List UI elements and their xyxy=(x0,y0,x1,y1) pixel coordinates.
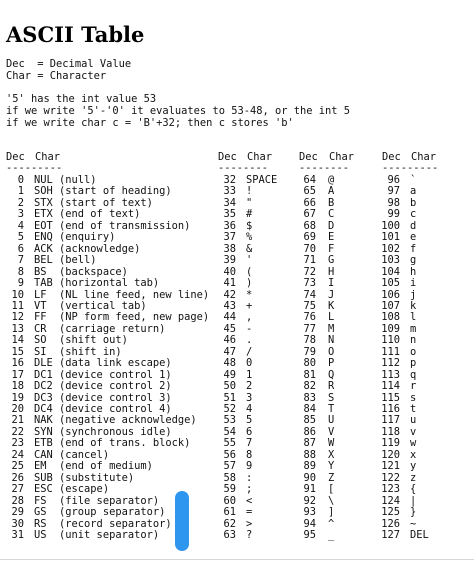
char-value: 6 xyxy=(246,425,253,438)
dec-value: 37 xyxy=(223,231,236,244)
char-value: : xyxy=(246,471,253,484)
dec-value: 94 xyxy=(303,517,316,530)
dec-value: 10 xyxy=(11,288,24,301)
dec-value: 88 xyxy=(303,448,316,461)
char-value: O xyxy=(328,345,335,358)
dec-value: 85 xyxy=(303,414,316,427)
dec-value: 84 xyxy=(303,403,316,415)
char-value: [ xyxy=(328,483,335,496)
dec-value: 6 xyxy=(17,242,24,255)
dec-value: 107 xyxy=(381,299,400,312)
dec-value: 114 xyxy=(381,380,400,393)
char-value: T xyxy=(328,403,335,415)
column-header-dec: Dec xyxy=(299,151,318,163)
dec-value: 127 xyxy=(381,528,400,541)
char-value: , xyxy=(246,311,253,324)
dec-value: 80 xyxy=(303,357,316,370)
char-value: @ xyxy=(328,174,335,186)
dec-value: 29 xyxy=(11,506,24,519)
dec-value: 54 xyxy=(223,425,236,438)
dec-value: 9 xyxy=(17,277,24,290)
dec-value: 57 xyxy=(223,460,236,473)
char-value: SYN (synchronous idle) xyxy=(34,425,172,438)
dec-value: 40 xyxy=(223,265,236,278)
char-value: 4 xyxy=(246,403,253,415)
char-value: V xyxy=(328,425,335,438)
note-line: '5' has the int value 53 xyxy=(6,93,157,105)
dec-value: 27 xyxy=(11,483,24,496)
char-value: SUB (substitute) xyxy=(34,471,135,484)
char-value: VT (vertical tab) xyxy=(34,299,147,312)
column-header-char: Char xyxy=(247,151,273,163)
char-value: + xyxy=(246,299,253,312)
char-value: ENQ (enquiry) xyxy=(34,231,116,244)
dec-value: 21 xyxy=(11,414,24,427)
dec-value: 113 xyxy=(381,368,400,381)
char-value: r xyxy=(410,380,417,393)
dec-value: 8 xyxy=(17,265,24,278)
char-value: z xyxy=(410,471,417,484)
char-value: ACK (acknowledge) xyxy=(34,242,141,255)
char-value: K xyxy=(328,299,335,312)
char-value: STX (start of text) xyxy=(34,196,153,209)
divider xyxy=(0,559,474,560)
dec-value: 108 xyxy=(381,311,400,324)
char-value: 9 xyxy=(246,460,253,473)
dec-value: 109 xyxy=(381,322,400,335)
dec-value: 4 xyxy=(17,219,24,232)
dec-value: 103 xyxy=(381,254,400,267)
dec-value: 77 xyxy=(303,322,316,335)
char-value: & xyxy=(246,242,253,255)
char-value: \ xyxy=(328,494,335,507)
dec-value: 115 xyxy=(381,391,400,404)
char-value: b xyxy=(410,196,417,209)
char-value: ETB (end of trans. block) xyxy=(34,437,191,450)
dec-value: 116 xyxy=(381,403,400,415)
char-value: E xyxy=(328,231,335,244)
char-value: - xyxy=(246,322,253,335)
char-value: CR (carriage return) xyxy=(34,322,166,335)
dec-value: 65 xyxy=(303,185,316,198)
dec-value: 24 xyxy=(11,448,24,461)
dec-value: 71 xyxy=(303,254,316,267)
dec-value: 17 xyxy=(11,368,24,381)
column-header-char: Char xyxy=(411,151,437,163)
char-value: I xyxy=(328,277,335,290)
char-value: q xyxy=(410,368,417,381)
dec-value: 90 xyxy=(303,471,316,484)
dec-value: 43 xyxy=(223,299,236,312)
column-header-dec: Dec xyxy=(218,151,237,163)
dec-value: 26 xyxy=(11,471,24,484)
char-value: ? xyxy=(246,528,253,541)
char-value: { xyxy=(410,483,417,496)
char-value: M xyxy=(328,322,335,335)
char-value: l xyxy=(410,311,417,324)
column-header-dec: Dec xyxy=(382,151,401,163)
char-value: < xyxy=(246,494,253,507)
dec-value: 2 xyxy=(17,196,24,209)
dec-value: 67 xyxy=(303,208,316,221)
dec-value: 97 xyxy=(387,185,400,198)
char-value: C xyxy=(328,208,335,221)
char-value: N xyxy=(328,334,335,347)
dec-value: 76 xyxy=(303,311,316,324)
char-value: | xyxy=(410,494,417,507)
char-value: d xyxy=(410,219,417,232)
dec-value: 36 xyxy=(223,219,236,232)
char-value: f xyxy=(410,242,417,255)
char-value: SO (shift out) xyxy=(34,334,128,347)
dec-value: 49 xyxy=(223,368,236,381)
char-value: ETX (end of text) xyxy=(34,208,141,221)
char-value: CAN (cancel) xyxy=(34,448,110,461)
dec-value: 42 xyxy=(223,288,236,301)
dec-value: 68 xyxy=(303,219,316,232)
dec-value: 11 xyxy=(11,299,24,312)
char-value: G xyxy=(328,254,335,267)
highlighter-mark xyxy=(175,491,189,551)
dec-value: 78 xyxy=(303,334,316,347)
char-value: DEL xyxy=(410,528,429,541)
dec-value: 48 xyxy=(223,357,236,370)
char-value: = xyxy=(246,506,253,519)
dec-value: 51 xyxy=(223,391,236,404)
dec-value: 91 xyxy=(303,483,316,496)
char-value: j xyxy=(410,288,417,301)
char-value: / xyxy=(246,345,253,358)
char-value: ` xyxy=(410,174,417,186)
dec-value: 12 xyxy=(11,311,24,324)
dec-value: 73 xyxy=(303,277,316,290)
char-value: 1 xyxy=(246,368,253,381)
dec-value: 22 xyxy=(11,425,24,438)
dec-value: 121 xyxy=(381,460,400,473)
dec-value: 14 xyxy=(11,334,24,347)
char-value: s xyxy=(410,391,417,404)
dec-value: 110 xyxy=(381,334,400,347)
char-value: 7 xyxy=(246,437,253,450)
dec-value: 30 xyxy=(11,517,24,530)
char-value: x xyxy=(410,448,417,461)
char-value: ' xyxy=(246,254,253,267)
dec-value: 63 xyxy=(223,528,236,541)
dec-value: 102 xyxy=(381,242,400,255)
dec-value: 117 xyxy=(381,414,400,427)
char-value: g xyxy=(410,254,417,267)
char-value: DC3 (device control 3) xyxy=(34,391,172,404)
dec-value: 1 xyxy=(17,185,24,198)
char-value: Y xyxy=(328,460,335,473)
char-value: EOT (end of transmission) xyxy=(34,219,191,232)
dec-value: 45 xyxy=(223,322,236,335)
page-title: ASCII Table xyxy=(6,22,145,47)
char-value: ~ xyxy=(410,517,417,530)
dec-value: 18 xyxy=(11,380,24,393)
char-value: F xyxy=(328,242,335,255)
dec-value: 92 xyxy=(303,494,316,507)
char-value: ( xyxy=(246,265,253,278)
char-value: DC1 (device control 1) xyxy=(34,368,172,381)
char-value: c xyxy=(410,208,417,221)
legend-dec: Dec = Decimal Value xyxy=(6,58,132,70)
dec-value: 99 xyxy=(387,208,400,221)
dec-value: 125 xyxy=(381,506,400,519)
char-value: t xyxy=(410,403,417,415)
char-value: ] xyxy=(328,506,335,519)
char-value: * xyxy=(246,288,253,301)
dec-value: 74 xyxy=(303,288,316,301)
dec-value: 86 xyxy=(303,425,316,438)
dec-value: 41 xyxy=(223,277,236,290)
dec-value: 75 xyxy=(303,299,316,312)
dec-value: 122 xyxy=(381,471,400,484)
header-rule: --------- xyxy=(6,162,63,174)
dec-value: 100 xyxy=(381,219,400,232)
char-value: Z xyxy=(328,471,335,484)
char-value: u xyxy=(410,414,417,427)
char-value: FF (NP form feed, new page) xyxy=(34,311,210,324)
char-value: BEL (bell) xyxy=(34,254,97,267)
dec-value: 16 xyxy=(11,357,24,370)
dec-value: 79 xyxy=(303,345,316,358)
dec-value: 126 xyxy=(381,517,400,530)
char-value: GS (group separator) xyxy=(34,506,166,519)
char-value: US (unit separator) xyxy=(34,528,160,541)
char-value: Q xyxy=(328,368,335,381)
dec-value: 61 xyxy=(223,506,236,519)
dec-value: 50 xyxy=(223,380,236,393)
dec-value: 124 xyxy=(381,494,400,507)
char-value: 5 xyxy=(246,414,253,427)
char-value: SPACE xyxy=(246,174,278,186)
dec-value: 52 xyxy=(223,403,236,415)
dec-value: 58 xyxy=(223,471,236,484)
dec-value: 66 xyxy=(303,196,316,209)
dec-value: 69 xyxy=(303,231,316,244)
char-value: EM (end of medium) xyxy=(34,460,153,473)
dec-value: 95 xyxy=(303,528,316,541)
char-value: ESC (escape) xyxy=(34,483,110,496)
dec-value: 81 xyxy=(303,368,316,381)
char-value: P xyxy=(328,357,335,370)
dec-value: 119 xyxy=(381,437,400,450)
char-value: 3 xyxy=(246,391,253,404)
header-rule: --------- xyxy=(382,162,439,174)
char-value: % xyxy=(246,231,253,244)
char-value: 8 xyxy=(246,448,253,461)
dec-value: 82 xyxy=(303,380,316,393)
dec-value: 38 xyxy=(223,242,236,255)
char-value: FS (file separator) xyxy=(34,494,160,507)
dec-value: 28 xyxy=(11,494,24,507)
char-value: TAB (horizontal tab) xyxy=(34,277,160,290)
dec-value: 60 xyxy=(223,494,236,507)
char-value: NAK (negative acknowledge) xyxy=(34,414,197,427)
dec-value: 53 xyxy=(223,414,236,427)
char-value: a xyxy=(410,185,417,198)
char-value: ^ xyxy=(328,517,335,530)
char-value: i xyxy=(410,277,417,290)
char-value: } xyxy=(410,506,417,519)
char-value: DC2 (device control 2) xyxy=(34,380,172,393)
dec-value: 0 xyxy=(17,174,24,186)
header-rule: -------- xyxy=(299,162,350,174)
dec-value: 56 xyxy=(223,448,236,461)
dec-value: 105 xyxy=(381,277,400,290)
char-value: DLE (data link escape) xyxy=(34,357,172,370)
char-value: . xyxy=(246,334,253,347)
dec-value: 118 xyxy=(381,425,400,438)
char-value: SI (shift in) xyxy=(34,345,122,358)
dec-value: 32 xyxy=(223,174,236,186)
dec-value: 46 xyxy=(223,334,236,347)
dec-value: 25 xyxy=(11,460,24,473)
char-value: $ xyxy=(246,219,253,232)
dec-value: 87 xyxy=(303,437,316,450)
char-value: o xyxy=(410,345,417,358)
char-value: > xyxy=(246,517,253,530)
char-value: k xyxy=(410,299,417,312)
dec-value: 70 xyxy=(303,242,316,255)
char-value: R xyxy=(328,380,335,393)
char-value: _ xyxy=(328,528,335,541)
char-value: B xyxy=(328,196,335,209)
dec-value: 111 xyxy=(381,345,400,358)
char-value: n xyxy=(410,334,417,347)
dec-value: 31 xyxy=(11,528,24,541)
dec-value: 106 xyxy=(381,288,400,301)
char-value: S xyxy=(328,391,335,404)
char-value: h xyxy=(410,265,417,278)
dec-value: 35 xyxy=(223,208,236,221)
char-value: m xyxy=(410,322,417,335)
char-value: NUL (null) xyxy=(34,174,97,186)
char-value: J xyxy=(328,288,335,301)
char-value: LF (NL line feed, new line) xyxy=(34,288,210,301)
dec-value: 62 xyxy=(223,517,236,530)
dec-value: 13 xyxy=(11,322,24,335)
char-value: p xyxy=(410,357,417,370)
dec-value: 104 xyxy=(381,265,400,278)
char-value: 2 xyxy=(246,380,253,393)
char-value: L xyxy=(328,311,335,324)
char-value: # xyxy=(246,208,253,221)
note-line: if we write '5'-'0' it evaluates to 53-48, or the int 5 xyxy=(6,105,351,117)
note-line: if we write char c = 'B'+32; then c stores 'b' xyxy=(6,117,294,129)
char-value: BS (backspace) xyxy=(34,265,128,278)
dec-value: 98 xyxy=(387,196,400,209)
char-value: A xyxy=(328,185,335,198)
dec-value: 101 xyxy=(381,231,400,244)
dec-value: 15 xyxy=(11,345,24,358)
dec-value: 7 xyxy=(17,254,24,267)
dec-value: 59 xyxy=(223,483,236,496)
char-value: SOH (start of heading) xyxy=(34,185,172,198)
dec-value: 93 xyxy=(303,506,316,519)
char-value: " xyxy=(246,196,253,209)
dec-value: 89 xyxy=(303,460,316,473)
header-rule: -------- xyxy=(218,162,269,174)
char-value: v xyxy=(410,425,417,438)
char-value: DC4 (device control 4) xyxy=(34,403,172,415)
char-value: y xyxy=(410,460,417,473)
char-value: ; xyxy=(246,483,253,496)
dec-value: 120 xyxy=(381,448,400,461)
dec-value: 112 xyxy=(381,357,400,370)
char-value: X xyxy=(328,448,335,461)
char-value: w xyxy=(410,437,417,450)
dec-value: 55 xyxy=(223,437,236,450)
legend-char: Char = Character xyxy=(6,70,107,82)
dec-value: 44 xyxy=(223,311,236,324)
dec-value: 123 xyxy=(381,483,400,496)
column-header-char: Char xyxy=(329,151,355,163)
dec-value: 39 xyxy=(223,254,236,267)
dec-value: 34 xyxy=(223,196,236,209)
char-value: U xyxy=(328,414,335,427)
dec-value: 47 xyxy=(223,345,236,358)
char-value: H xyxy=(328,265,335,278)
char-value: ) xyxy=(246,277,253,290)
dec-value: 20 xyxy=(11,403,24,415)
dec-value: 19 xyxy=(11,391,24,404)
dec-value: 3 xyxy=(17,208,24,221)
column-header-char: Char xyxy=(35,151,61,163)
char-value: RS (record separator) xyxy=(34,517,172,530)
dec-value: 23 xyxy=(11,437,24,450)
dec-value: 83 xyxy=(303,391,316,404)
dec-value: 96 xyxy=(387,174,400,186)
char-value: ! xyxy=(246,185,253,198)
dec-value: 5 xyxy=(17,231,24,244)
dec-value: 64 xyxy=(303,174,316,186)
char-value: 0 xyxy=(246,357,253,370)
char-value: D xyxy=(328,219,335,232)
char-value: W xyxy=(328,437,335,450)
dec-value: 33 xyxy=(223,185,236,198)
column-header-dec: Dec xyxy=(6,151,25,163)
char-value: e xyxy=(410,231,417,244)
dec-value: 72 xyxy=(303,265,316,278)
